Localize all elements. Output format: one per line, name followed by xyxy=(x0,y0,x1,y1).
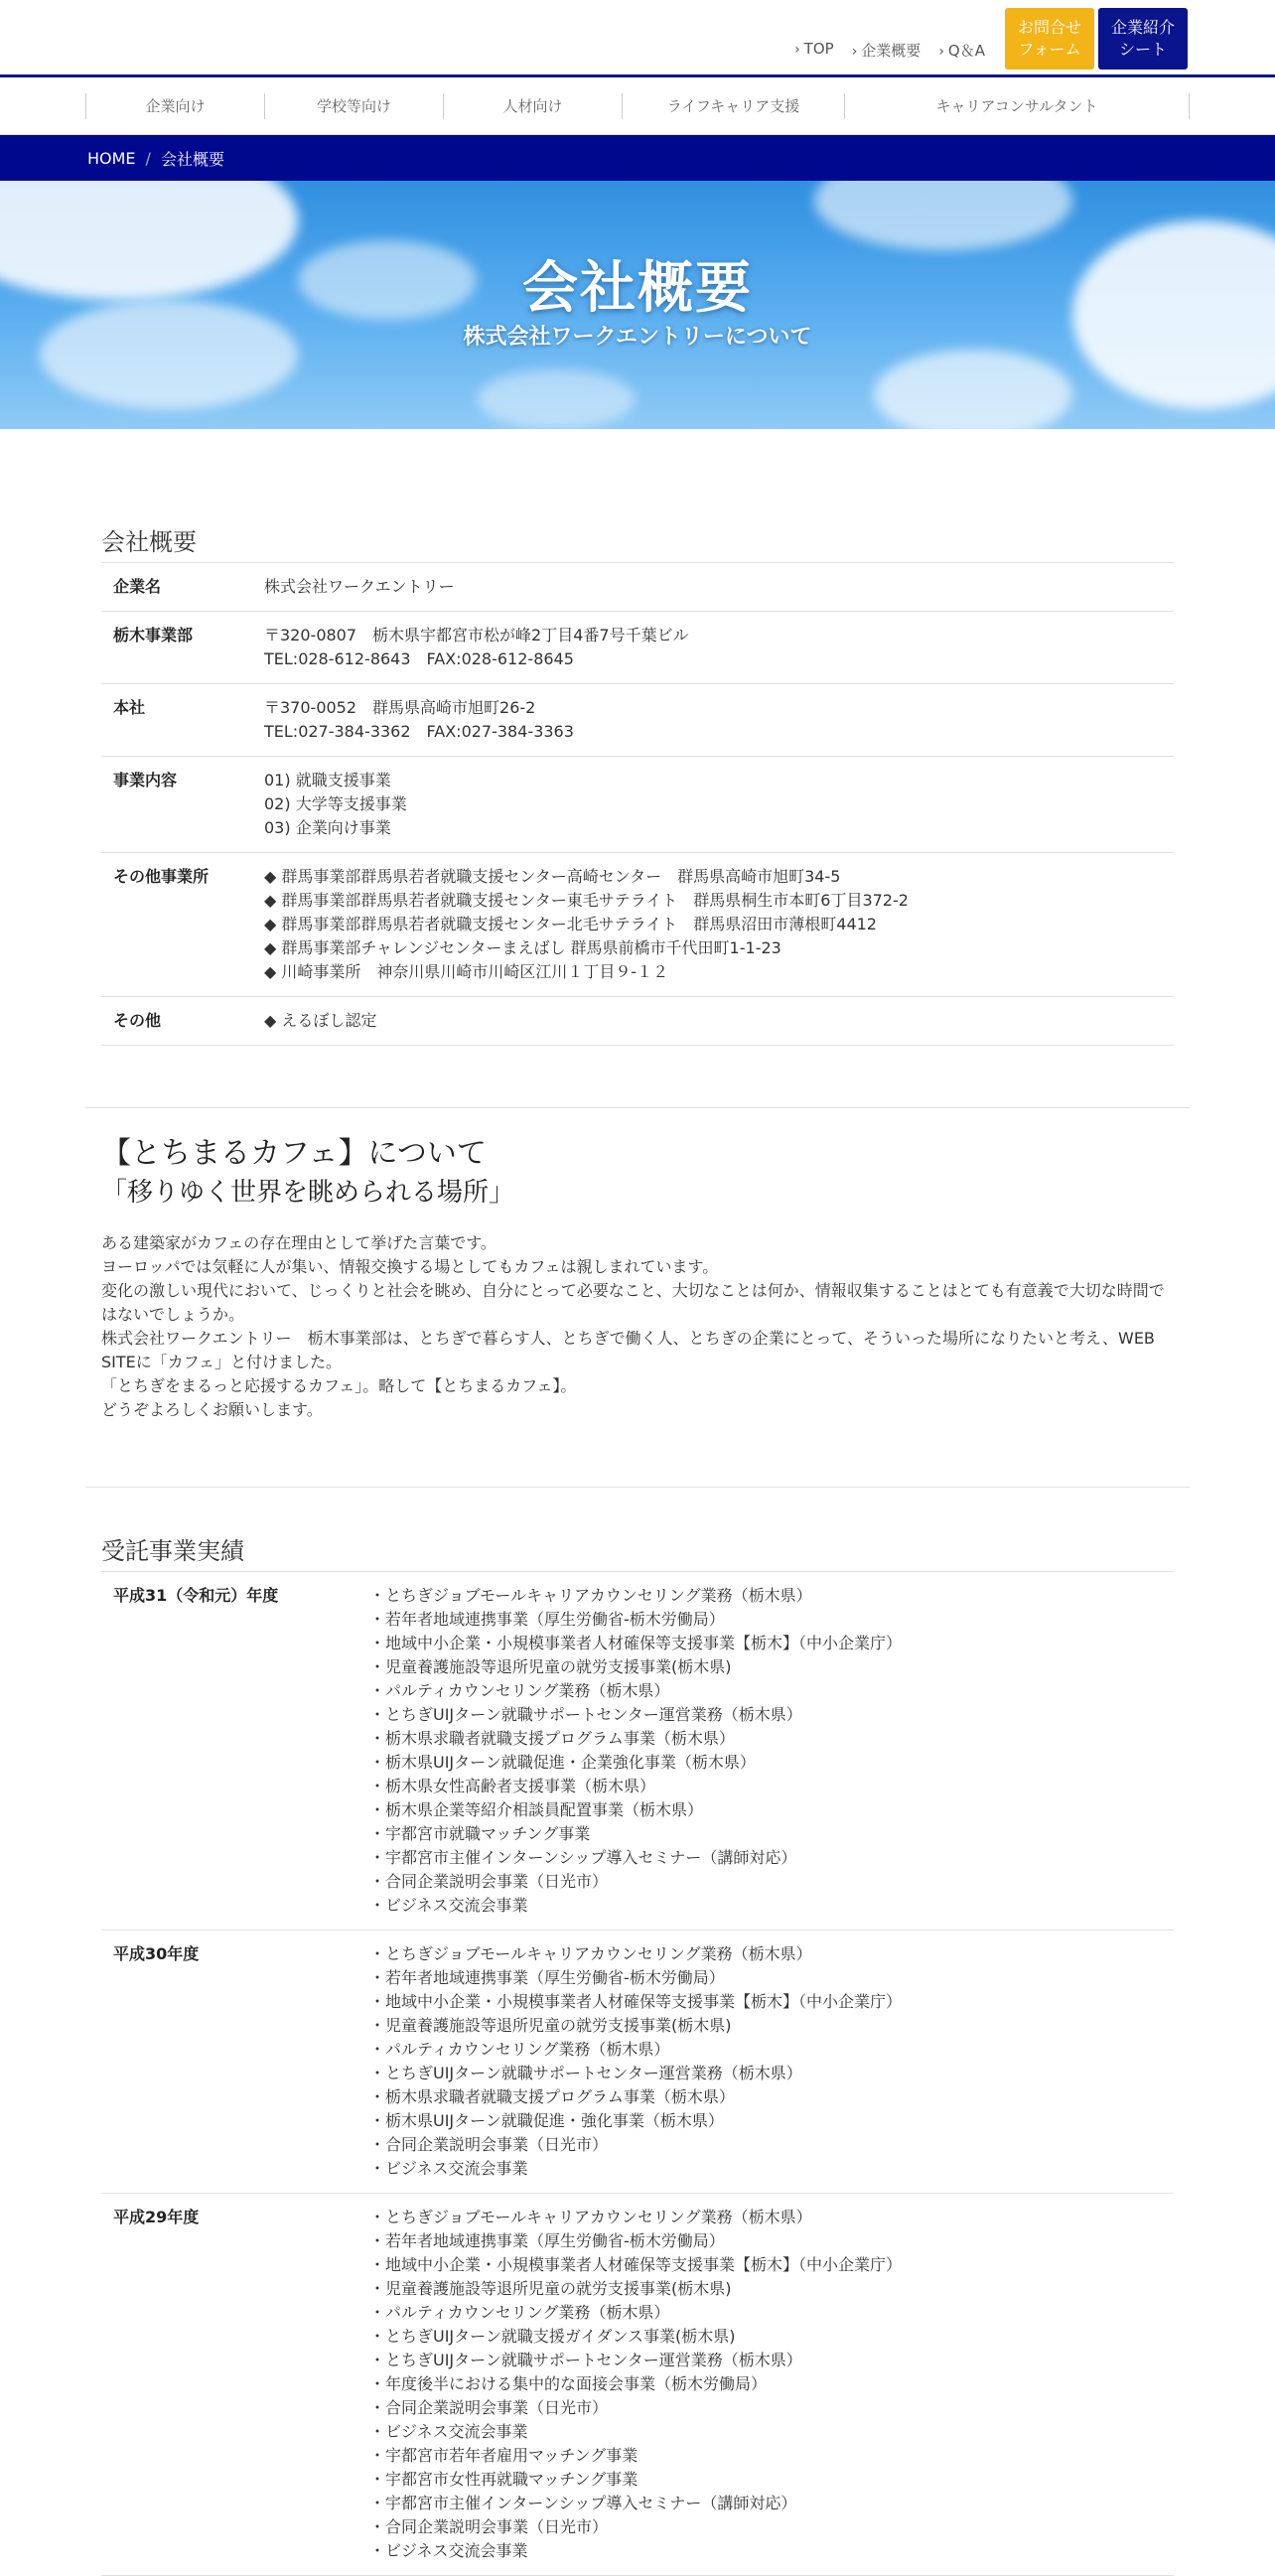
button-line: シート xyxy=(1118,40,1167,59)
table-row xyxy=(101,853,1174,997)
cafe-body-line: ヨーロッパでは気軽に人が集い、情報交換する場としてもカフェは親しまれています。 xyxy=(101,1257,719,1276)
row-value-line: ・ビジネス交流会事業 xyxy=(369,2422,528,2441)
page-subtitle: 株式会社ワークエントリーについて xyxy=(463,325,812,350)
nav-item-career-consultant[interactable] xyxy=(844,93,1190,119)
cloud-shape xyxy=(814,181,1072,250)
row-value-line: ・とちぎUIJターン就職サポートセンター運営業務（栃木県） xyxy=(369,2064,802,2082)
row-value-line: ・合同企業説明会事業（日光市） xyxy=(369,2398,609,2417)
row-value-line: ・宇都宮市主催インターンシップ導入セミナー（講師対応） xyxy=(369,2494,797,2512)
row-value-line: ・とちぎUIJターン就職支援ガイダンス事業(栃木県) xyxy=(369,2327,736,2346)
row-value-line: ・栃木県求職者就職支援プログラム事業（栃木県） xyxy=(369,1729,735,1748)
row-value-line: ・合同企業説明会事業（日光市） xyxy=(369,2135,609,2154)
cafe-body-line: はないでしょうか。 xyxy=(101,1305,245,1324)
breadcrumb xyxy=(0,135,1275,181)
nav-item-schools[interactable] xyxy=(264,93,443,119)
row-label: その他事業所 xyxy=(113,867,210,886)
table-row xyxy=(101,684,1174,757)
cloud-shape xyxy=(477,369,636,429)
top-link-qa[interactable] xyxy=(938,40,985,61)
row-value xyxy=(264,624,1174,671)
row-value-line: ・パルティカウンセリング業務（栃木県） xyxy=(369,1681,670,1700)
table-row xyxy=(101,997,1174,1046)
row-value-line: ・地域中小企業・小規模事業者人材確保等支援事業【栃木】（中小企業庁） xyxy=(369,1992,903,2011)
top-link-label: 企業概要 xyxy=(861,42,921,60)
row-value-line: ・宇都宮市主催インターンシップ導入セミナー（講師対応） xyxy=(369,1848,797,1867)
row-value-line: ・地域中小企業・小規模事業者人材確保等支援事業【栃木】（中小企業庁） xyxy=(369,1634,903,1652)
button-line: お問合せ xyxy=(1017,18,1081,37)
row-value-line: ・栃木県女性高齢者支援事業（栃木県） xyxy=(369,1777,656,1795)
row-value xyxy=(264,575,1174,599)
top-link-label: Q＆A xyxy=(947,42,985,60)
row-value-line: ・宇都宮市就職マッチング事業 xyxy=(369,1824,591,1843)
row-value-line: ・とちぎUIJターン就職サポートセンター運営業務（栃木県） xyxy=(369,2351,802,2369)
row-value-line: ◆ 群馬事業部群馬県若者就職支援センター北毛サテライト 群馬県沼田市薄根町4412 xyxy=(264,915,877,933)
row-value-line: ◆ 群馬事業部群馬県若者就職支援センター東毛サテライト 群馬県桐生市本町6丁目372-2 xyxy=(264,891,909,910)
chevron-right-icon: › xyxy=(851,44,858,60)
row-value xyxy=(264,769,1174,840)
row-value-line: ・栃木県UIJターン就職促進・強化事業（栃木県） xyxy=(369,2111,724,2130)
cafe-title: 【とちまるカフェ】について xyxy=(101,1136,487,1171)
table-row xyxy=(101,563,1174,612)
overview-table xyxy=(101,562,1174,1046)
button-line: フォーム xyxy=(1018,40,1081,59)
top-link-company[interactable] xyxy=(852,40,921,61)
table-row xyxy=(101,1572,1174,1931)
row-value-line: ・児童養護施設等退所児童の就労支援事業(栃木県) xyxy=(369,2016,732,2035)
cafe-body xyxy=(101,1231,1174,1422)
row-value-line: ・栃木県UIJターン就職促進・企業強化事業（栃木県） xyxy=(369,1753,756,1772)
row-value-line: ・とちぎUIJターン就職サポートセンター運営業務（栃木県） xyxy=(369,1705,802,1724)
achievements-table xyxy=(101,1571,1174,2576)
row-value-line: ・栃木県求職者就職支援プログラム事業（栃木県） xyxy=(369,2087,735,2106)
row-label: 平成30年度 xyxy=(113,1944,200,1963)
row-value-line: ・若年者地域連携事業（厚生労働省-栃木労働局） xyxy=(369,2231,725,2250)
cafe-body-line: 変化の激しい現代において、じっくりと社会を眺め、自分にとって必要なこと、大切なことは何か、情報収集することはとても有意義で大切な時間で xyxy=(101,1281,1165,1300)
company-sheet-button[interactable] xyxy=(1098,8,1188,70)
global-nav xyxy=(0,77,1275,135)
row-value xyxy=(369,1942,1174,2181)
row-value-line: ・とちぎジョブモールキャリアカウンセリング業務（栃木県） xyxy=(369,2208,812,2226)
row-value-line: ・地域中小企業・小規模事業者人材確保等支援事業【栃木】（中小企業庁） xyxy=(369,2255,903,2274)
row-value-line: TEL:027-384-3362 FAX:027-384-3363 xyxy=(264,722,574,741)
row-label: 平成31（令和元）年度 xyxy=(113,1586,279,1605)
row-value xyxy=(264,865,1174,984)
row-value-line: ・合同企業説明会事業（日光市） xyxy=(369,1872,609,1891)
cafe-body-line: SITEに「カフェ」と付けました。 xyxy=(101,1353,342,1371)
row-value-line: ・ビジネス交流会事業 xyxy=(369,1896,528,1915)
button-line: 企業紹介 xyxy=(1110,18,1175,37)
nav-item-life-career[interactable] xyxy=(622,93,844,119)
row-value-line: ・児童養護施設等退所児童の就労支援事業(栃木県) xyxy=(369,1657,732,1676)
row-value-line: TEL:028-612-8643 FAX:028-612-8645 xyxy=(264,649,574,668)
cafe-subtitle: 「移りゆく世界を眺められる場所」 xyxy=(101,1178,515,1208)
section-divider xyxy=(85,1487,1190,1488)
chevron-right-icon: › xyxy=(938,44,944,60)
row-value-line: ・栃木県企業等紹介相談員配置事業（栃木県） xyxy=(369,1800,704,1819)
nav-item-companies[interactable] xyxy=(85,93,264,119)
cafe-body-line: 「とちぎをまるっと応援するカフェ」。略して【とちまるカフェ】。 xyxy=(101,1376,577,1395)
row-value-line: ・若年者地域連携事業（厚生労働省-栃木労働局） xyxy=(369,1610,725,1629)
nav-label: 人材向け xyxy=(502,97,563,115)
row-label: 平成29年度 xyxy=(113,2208,200,2226)
row-value-line: ◆ えるぼし認定 xyxy=(264,1011,377,1030)
row-value-line: ・パルティカウンセリング業務（栃木県） xyxy=(369,2040,670,2059)
table-row xyxy=(101,757,1174,853)
nav-item-talent[interactable] xyxy=(443,93,622,119)
site-header xyxy=(0,0,1275,77)
row-value xyxy=(264,1009,1174,1033)
breadcrumb-current: 会社概要 xyxy=(160,149,224,169)
breadcrumb-home[interactable]: HOME xyxy=(87,148,136,168)
row-value-line: 02) 大学等支援事業 xyxy=(264,794,407,813)
row-label: その他 xyxy=(113,1011,162,1030)
section-divider xyxy=(85,1107,1190,1108)
row-label: 企業名 xyxy=(113,577,162,596)
row-value-line: ・ビジネス交流会事業 xyxy=(369,2541,528,2560)
page-title: 会社概要 xyxy=(522,256,753,321)
row-value-line: ・ビジネス交流会事業 xyxy=(369,2159,528,2178)
row-value-line: ・宇都宮市若年者雇用マッチング事業 xyxy=(369,2446,638,2465)
row-label: 栃木事業部 xyxy=(113,626,194,644)
row-value-line: ・とちぎジョブモールキャリアカウンセリング業務（栃木県） xyxy=(369,1586,812,1605)
cloud-shape xyxy=(874,350,1072,429)
cafe-body-line: どうぞよろしくお願いします。 xyxy=(101,1400,323,1419)
nav-label: 企業向け xyxy=(145,97,206,115)
top-link-top[interactable] xyxy=(794,40,834,61)
hero-banner xyxy=(0,181,1275,429)
row-value-line: ・年度後半における集中的な面接会事業（栃木労働局） xyxy=(369,2374,768,2393)
row-value-line: ◆ 群馬事業部チャレンジセンターまえばし 群馬県前橋市千代田町1-1-23 xyxy=(264,938,781,957)
achievements-title: 受託事業実績 xyxy=(101,1537,244,1565)
row-value-line: ・児童養護施設等退所児童の就労支援事業(栃木県) xyxy=(369,2279,732,2298)
row-value-line: ・パルティカウンセリング業務（栃木県） xyxy=(369,2303,670,2322)
row-value-line: 03) 企業向け事業 xyxy=(264,818,391,837)
row-value xyxy=(369,1584,1174,1918)
row-label: 事業内容 xyxy=(113,771,178,789)
cafe-body-line: ある建築家がカフェの存在理由として挙げた言葉です。 xyxy=(101,1233,496,1252)
nav-label: 学校等向け xyxy=(316,97,391,115)
row-value-line: ◆ 群馬事業部群馬県若者就職支援センター高崎センター 群馬県高崎市旭町34-5 xyxy=(264,867,841,886)
nav-label: キャリアコンサルタント xyxy=(935,97,1098,115)
breadcrumb-separator: / xyxy=(145,148,151,168)
table-row xyxy=(101,1931,1174,2194)
top-link-label: TOP xyxy=(803,40,834,58)
row-value-line: 01) 就職支援事業 xyxy=(264,771,391,789)
cafe-body-line: 株式会社ワークエントリー 栃木事業部は、とちぎで暮らす人、とちぎで働く人、とちぎの企業にとって、そういった場所になりたいと考え、WEB xyxy=(101,1329,1155,1348)
top-links xyxy=(794,40,985,61)
chevron-right-icon: › xyxy=(794,42,800,58)
row-value-line: 〒320-0807 栃木県宇都宮市松が峰2丁目4番7号千葉ビル xyxy=(264,626,689,644)
row-value-line: ・合同企業説明会事業（日光市） xyxy=(369,2517,609,2536)
row-value-line: ◆ 川崎事業所 神奈川県川崎市川崎区江川１丁目９-１２ xyxy=(264,962,669,981)
row-label: 本社 xyxy=(113,698,146,717)
row-value-line: 株式会社ワークエントリー xyxy=(264,577,455,596)
row-value xyxy=(369,2206,1174,2563)
row-value-line: ・若年者地域連携事業（厚生労働省-栃木労働局） xyxy=(369,1968,725,1987)
nav-label: ライフキャリア支援 xyxy=(666,97,800,115)
row-value-line: ・宇都宮市女性再就職マッチング事業 xyxy=(369,2470,638,2489)
overview-title: 会社概要 xyxy=(101,528,197,556)
row-value xyxy=(264,696,1174,744)
table-row xyxy=(101,2194,1174,2576)
contact-form-button[interactable] xyxy=(1005,8,1094,70)
row-value-line: ・とちぎジョブモールキャリアカウンセリング業務（栃木県） xyxy=(369,1944,812,1963)
row-value-line: 〒370-0052 群馬県高崎市旭町26-2 xyxy=(264,698,536,717)
table-row xyxy=(101,612,1174,684)
